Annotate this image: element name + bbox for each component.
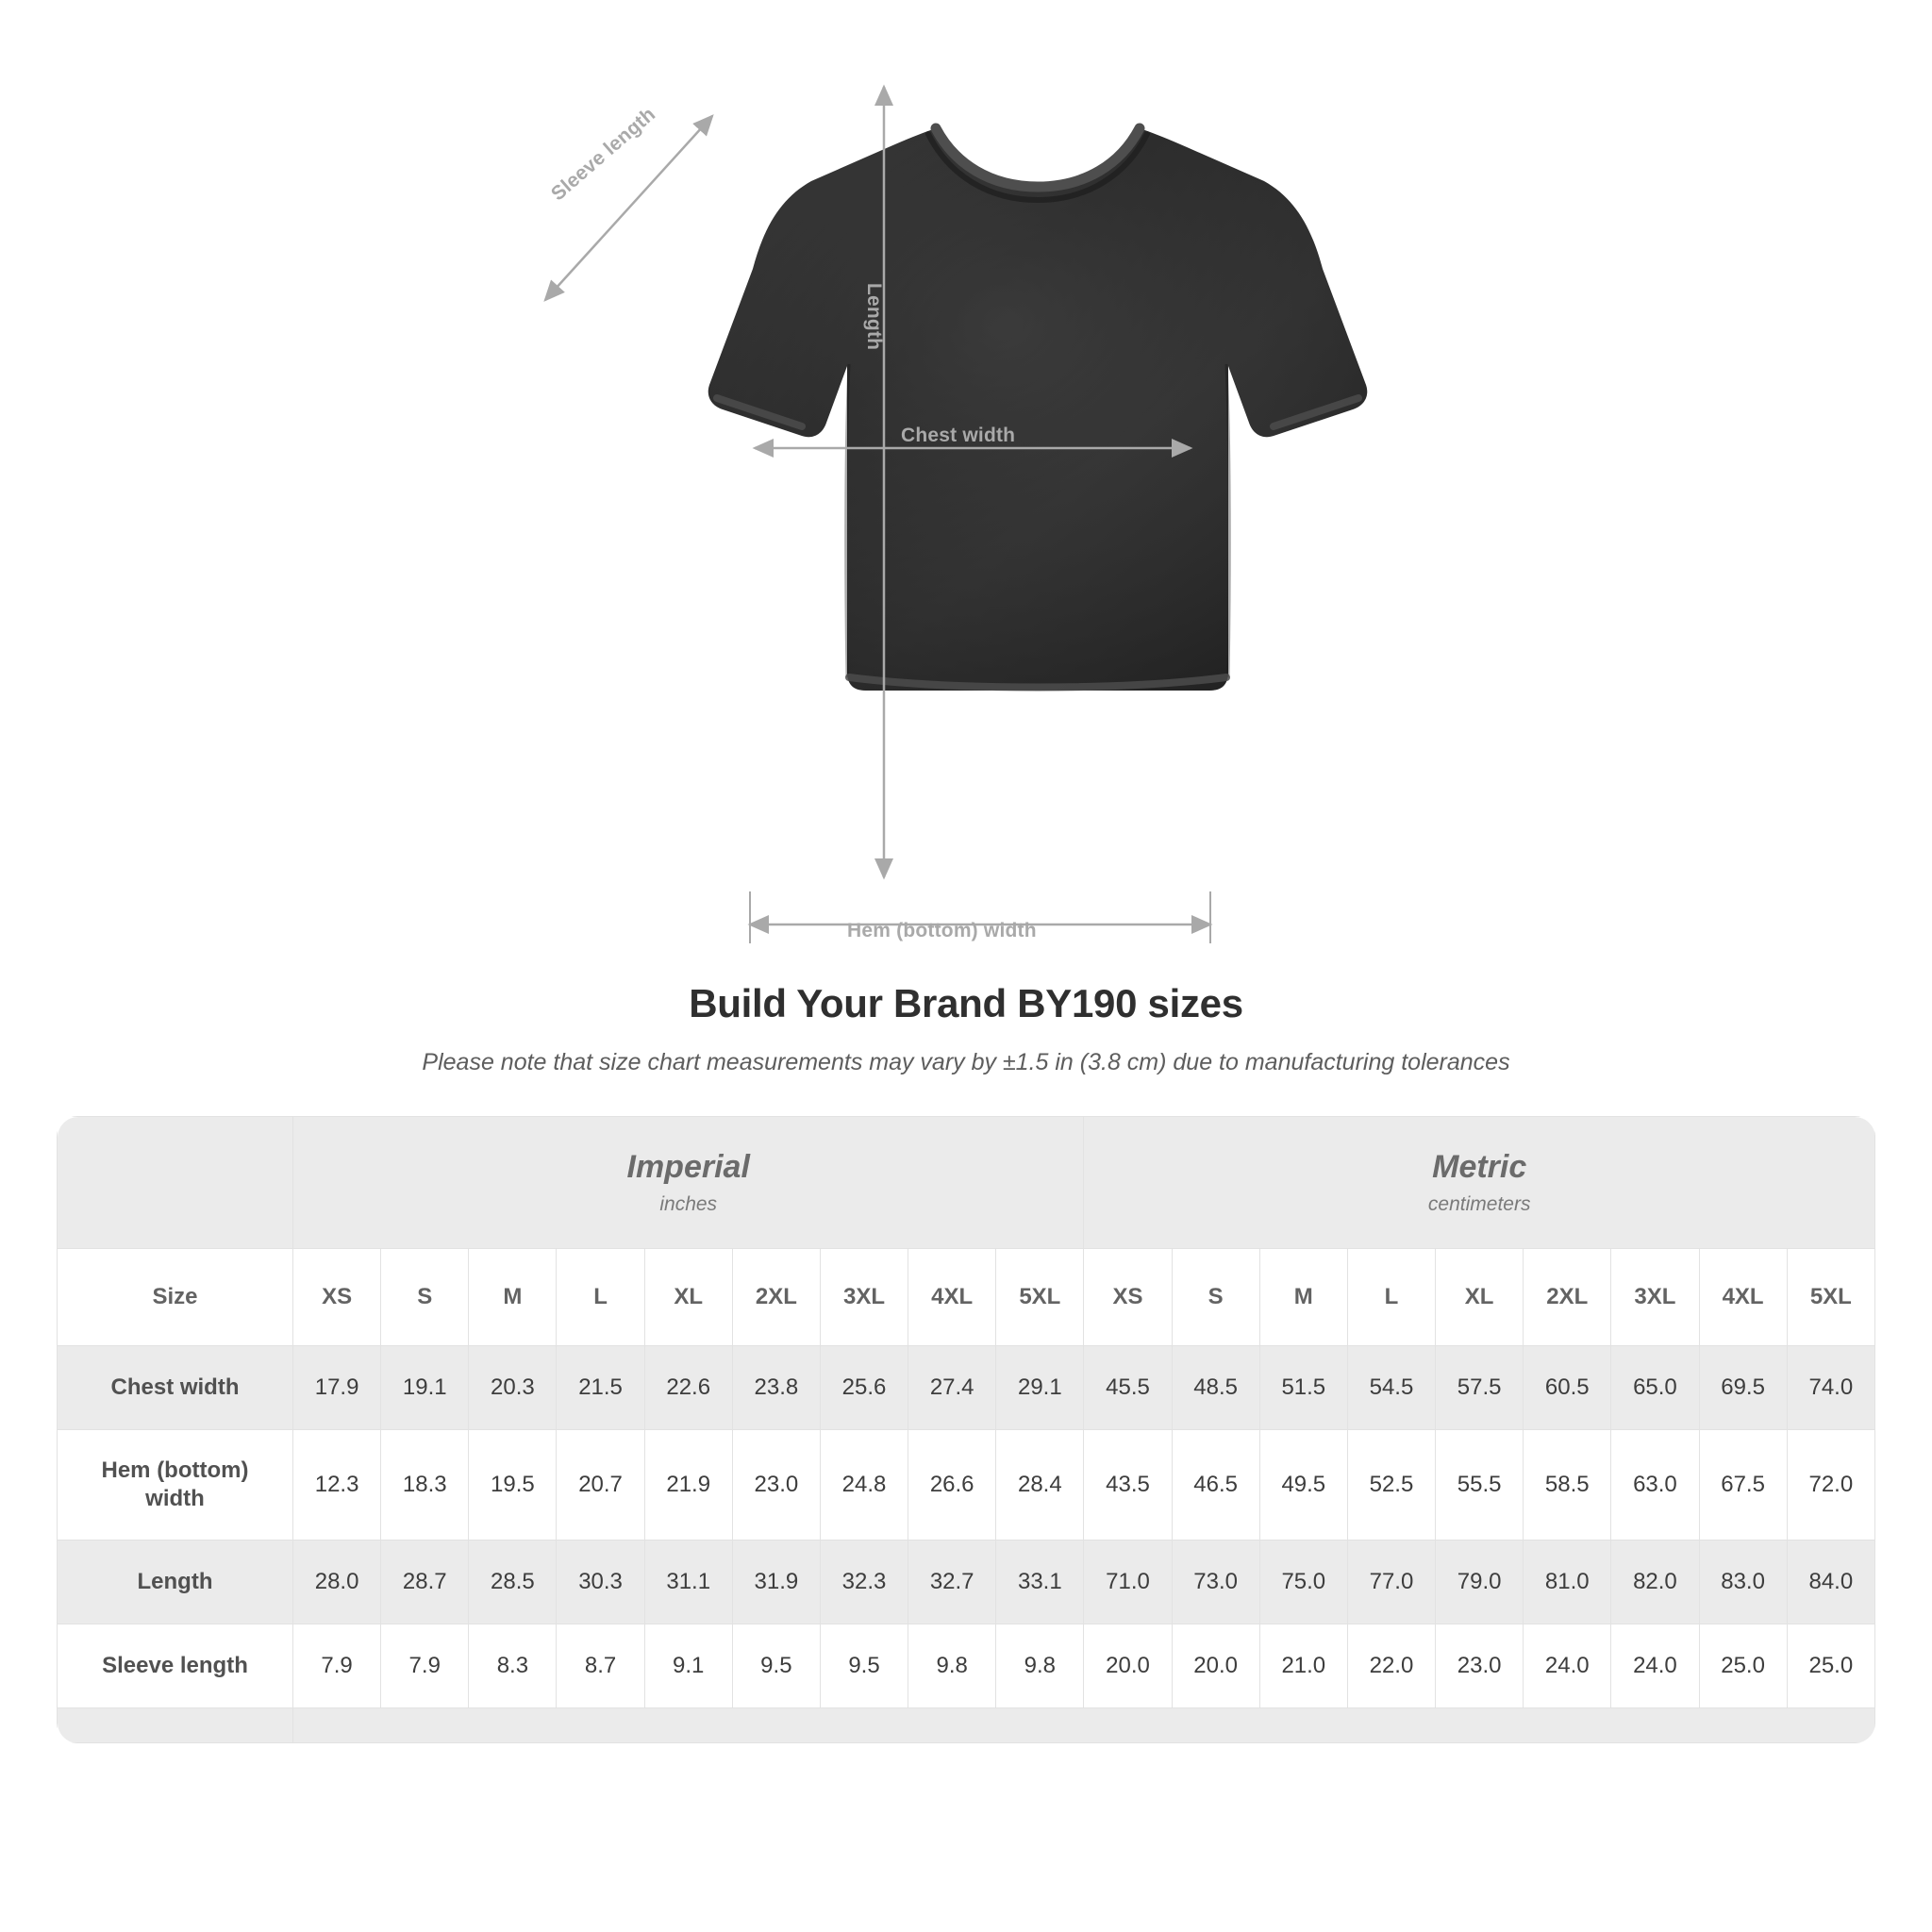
unit-group-metric bbox=[1084, 1117, 1875, 1249]
measurement-cell: 21.5 bbox=[557, 1346, 644, 1430]
measurement-cell: 22.0 bbox=[1347, 1624, 1435, 1708]
unit-group-sub: inches bbox=[659, 1193, 718, 1215]
measurement-cell: 48.5 bbox=[1172, 1346, 1259, 1430]
measurement-cell: 25.0 bbox=[1699, 1624, 1787, 1708]
measurement-cell: 8.7 bbox=[557, 1624, 644, 1708]
size-header-cell: 2XL bbox=[732, 1249, 820, 1346]
measurement-cell: 46.5 bbox=[1172, 1430, 1259, 1541]
measurement-cell: 21.0 bbox=[1259, 1624, 1347, 1708]
measurement-cell: 79.0 bbox=[1436, 1541, 1524, 1624]
measurement-cell: 9.5 bbox=[732, 1624, 820, 1708]
measurement-cell: 63.0 bbox=[1611, 1430, 1699, 1541]
measurement-cell: 8.3 bbox=[469, 1624, 557, 1708]
measurement-cell: 31.9 bbox=[732, 1541, 820, 1624]
size-header-cell: L bbox=[1347, 1249, 1435, 1346]
measurement-label: Chest width bbox=[58, 1346, 293, 1430]
measurement-cell: 19.1 bbox=[381, 1346, 469, 1430]
size-header-cell: M bbox=[1259, 1249, 1347, 1346]
size-header-cell: 4XL bbox=[1699, 1249, 1787, 1346]
measurement-cell: 74.0 bbox=[1787, 1346, 1874, 1430]
measurement-cell: 28.0 bbox=[293, 1541, 381, 1624]
measurement-cell: 23.8 bbox=[732, 1346, 820, 1430]
measurement-cell: 52.5 bbox=[1347, 1430, 1435, 1541]
measurement-cell: 25.0 bbox=[1787, 1624, 1874, 1708]
table-footer-cell bbox=[58, 1708, 293, 1743]
size-header-cell: L bbox=[557, 1249, 644, 1346]
measurement-cell: 20.0 bbox=[1084, 1624, 1172, 1708]
label-length: Length bbox=[863, 283, 885, 351]
measurement-cell: 32.7 bbox=[908, 1541, 996, 1624]
measurement-cell: 60.5 bbox=[1524, 1346, 1611, 1430]
measurement-cell: 45.5 bbox=[1084, 1346, 1172, 1430]
label-chest-width: Chest width bbox=[901, 425, 1016, 446]
measurement-cell: 33.1 bbox=[996, 1541, 1084, 1624]
unit-header-spacer bbox=[58, 1117, 293, 1249]
unit-group-imperial bbox=[293, 1117, 1084, 1249]
measurement-cell: 28.7 bbox=[381, 1541, 469, 1624]
measurement-cell: 18.3 bbox=[381, 1430, 469, 1541]
measurement-cell: 54.5 bbox=[1347, 1346, 1435, 1430]
measurement-cell: 83.0 bbox=[1699, 1541, 1787, 1624]
measurement-cell: 49.5 bbox=[1259, 1430, 1347, 1541]
measurement-cell: 7.9 bbox=[381, 1624, 469, 1708]
measurement-cell: 23.0 bbox=[1436, 1624, 1524, 1708]
measurement-label: Length bbox=[58, 1541, 293, 1624]
measurement-cell: 81.0 bbox=[1524, 1541, 1611, 1624]
size-header-cell: 4XL bbox=[908, 1249, 996, 1346]
measurement-cell: 69.5 bbox=[1699, 1346, 1787, 1430]
page-title: Build Your Brand BY190 sizes bbox=[689, 981, 1243, 1025]
size-header-cell: M bbox=[469, 1249, 557, 1346]
size-header-cell: 3XL bbox=[820, 1249, 908, 1346]
measurement-label: Sleeve length bbox=[58, 1624, 293, 1708]
size-header-cell: XL bbox=[644, 1249, 732, 1346]
measurement-cell: 65.0 bbox=[1611, 1346, 1699, 1430]
measurement-cell: 30.3 bbox=[557, 1541, 644, 1624]
size-header-cell: XL bbox=[1436, 1249, 1524, 1346]
label-sleeve-length: Sleeve length bbox=[547, 103, 660, 206]
measurement-cell: 51.5 bbox=[1259, 1346, 1347, 1430]
size-header-cell: S bbox=[1172, 1249, 1259, 1346]
measurement-cell: 12.3 bbox=[293, 1430, 381, 1541]
measurement-cell: 77.0 bbox=[1347, 1541, 1435, 1624]
measurement-cell: 55.5 bbox=[1436, 1430, 1524, 1541]
table-footer-cell bbox=[293, 1708, 1875, 1743]
measurement-cell: 28.5 bbox=[469, 1541, 557, 1624]
size-header-row bbox=[58, 1249, 1875, 1346]
measurement-cell: 27.4 bbox=[908, 1346, 996, 1430]
table-row bbox=[58, 1346, 1875, 1430]
unit-group-name: Imperial bbox=[626, 1149, 750, 1185]
measurement-cell: 24.8 bbox=[820, 1430, 908, 1541]
measurement-cell: 84.0 bbox=[1787, 1541, 1874, 1624]
measurement-cell: 9.1 bbox=[644, 1624, 732, 1708]
table-row bbox=[58, 1541, 1875, 1624]
measurement-cell: 58.5 bbox=[1524, 1430, 1611, 1541]
measurement-cell: 82.0 bbox=[1611, 1541, 1699, 1624]
measurement-cell: 24.0 bbox=[1611, 1624, 1699, 1708]
measurement-cell: 43.5 bbox=[1084, 1430, 1172, 1541]
page-subtitle: Please note that size chart measurements may vary by ±1.5 in (3.8 cm) due to manufacturing tolerances bbox=[422, 1049, 1510, 1075]
table-row bbox=[58, 1430, 1875, 1541]
measurement-label: Hem (bottom) width bbox=[58, 1430, 293, 1541]
table-footer-band bbox=[58, 1708, 1875, 1743]
label-hem-width: Hem (bottom) width bbox=[847, 920, 1037, 941]
measurement-cell: 28.4 bbox=[996, 1430, 1084, 1541]
measurement-cell: 23.0 bbox=[732, 1430, 820, 1541]
measurement-cell: 9.8 bbox=[908, 1624, 996, 1708]
measurement-cell: 29.1 bbox=[996, 1346, 1084, 1430]
unit-header-row bbox=[58, 1117, 1875, 1249]
measurement-cell: 24.0 bbox=[1524, 1624, 1611, 1708]
size-table bbox=[57, 1116, 1875, 1743]
size-column-label: Size bbox=[58, 1249, 293, 1346]
measurement-cell: 9.5 bbox=[820, 1624, 908, 1708]
table-row bbox=[58, 1624, 1875, 1708]
size-header-cell: 3XL bbox=[1611, 1249, 1699, 1346]
measurement-cell: 17.9 bbox=[293, 1346, 381, 1430]
measurement-cell: 73.0 bbox=[1172, 1541, 1259, 1624]
measurement-cell: 26.6 bbox=[908, 1430, 996, 1541]
measurement-cell: 7.9 bbox=[293, 1624, 381, 1708]
measurement-cell: 72.0 bbox=[1787, 1430, 1874, 1541]
size-header-cell: 2XL bbox=[1524, 1249, 1611, 1346]
measurement-cell: 19.5 bbox=[469, 1430, 557, 1541]
measurement-cell: 67.5 bbox=[1699, 1430, 1787, 1541]
size-header-cell: XS bbox=[1084, 1249, 1172, 1346]
measurement-cell: 20.3 bbox=[469, 1346, 557, 1430]
size-header-cell: 5XL bbox=[1787, 1249, 1874, 1346]
measurement-cell: 20.7 bbox=[557, 1430, 644, 1541]
size-header-cell: S bbox=[381, 1249, 469, 1346]
measurement-cell: 22.6 bbox=[644, 1346, 732, 1430]
measurement-cell: 9.8 bbox=[996, 1624, 1084, 1708]
measurement-cell: 20.0 bbox=[1172, 1624, 1259, 1708]
measurement-cell: 32.3 bbox=[820, 1541, 908, 1624]
measurement-cell: 57.5 bbox=[1436, 1346, 1524, 1430]
unit-group-sub: centimeters bbox=[1427, 1193, 1531, 1215]
size-table-container bbox=[57, 1116, 1875, 1743]
measurement-cell: 31.1 bbox=[644, 1541, 732, 1624]
measurement-cell: 75.0 bbox=[1259, 1541, 1347, 1624]
size-header-cell: XS bbox=[293, 1249, 381, 1346]
size-header-cell: 5XL bbox=[996, 1249, 1084, 1346]
unit-group-name: Metric bbox=[1432, 1149, 1527, 1185]
measurement-cell: 21.9 bbox=[644, 1430, 732, 1541]
measurement-cell: 25.6 bbox=[820, 1346, 908, 1430]
measurement-cell: 71.0 bbox=[1084, 1541, 1172, 1624]
